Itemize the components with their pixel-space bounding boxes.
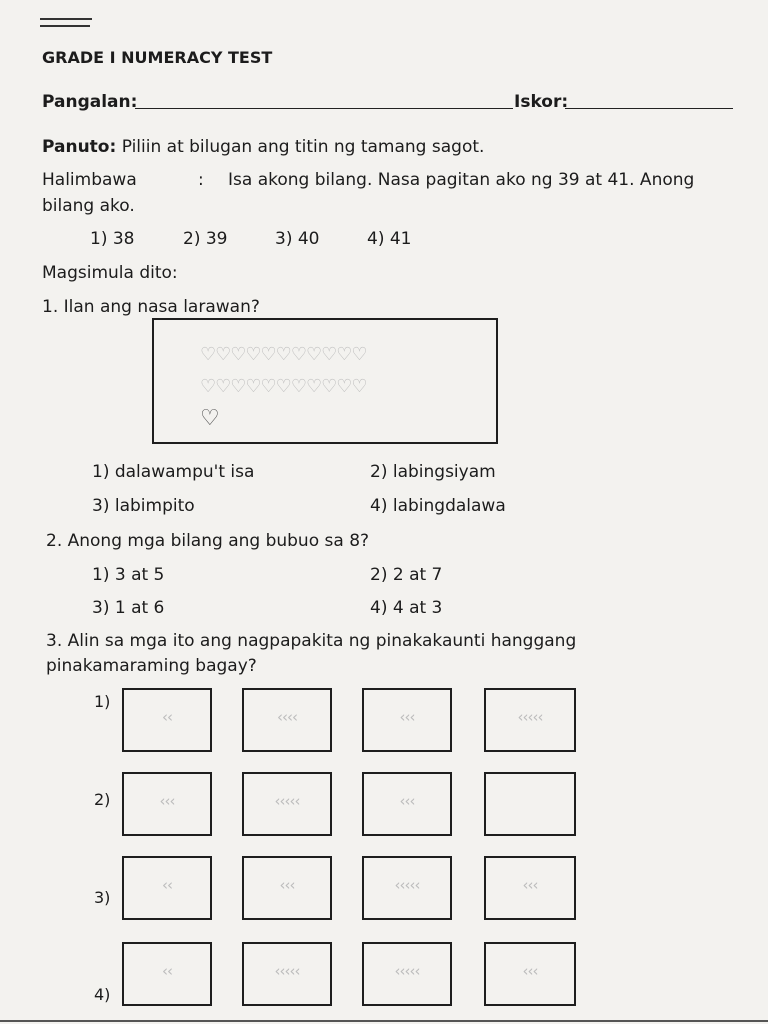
fish-group: ‹‹‹ [399, 708, 415, 726]
fish-group: ‹‹‹‹ [277, 708, 297, 726]
fish-group: ‹‹‹‹‹ [394, 876, 420, 894]
q1-choice-2[interactable]: 2) labingsiyam [370, 462, 496, 482]
q1-choice-4[interactable]: 4) labingdalawa [370, 496, 506, 516]
fish-group: ‹‹‹ [522, 962, 538, 980]
q3-option-1-box-2 [242, 688, 332, 752]
fish-group: ‹‹ [162, 708, 172, 726]
fish-group: ‹‹ [162, 876, 172, 894]
q3-option-1-box-3 [362, 688, 452, 752]
q1-choice-1[interactable]: 1) dalawampu't isa [92, 462, 255, 482]
q1-question: 1. Ilan ang nasa larawan? [42, 297, 260, 317]
q3-option-2-box-1 [122, 772, 212, 836]
q2-choice-4[interactable]: 4) 4 at 3 [370, 598, 443, 618]
name-label: Pangalan: [42, 92, 138, 112]
fish-group: ‹‹‹ [522, 876, 538, 894]
q3-option-2-box-3 [362, 772, 452, 836]
hearts-row-2: ♡♡♡♡♡♡♡♡♡♡♡ [200, 376, 367, 397]
fish-group: ‹‹‹‹‹ [394, 962, 420, 980]
q3-option-4-box-1 [122, 942, 212, 1006]
instructions-label: Panuto: [42, 137, 117, 157]
example-colon: : [198, 170, 204, 190]
q3-option-3-box-1 [122, 856, 212, 920]
instructions-text: Piliin at bilugan ang titin ng tamang sagot. [121, 137, 485, 157]
start-label: Magsimula dito: [42, 263, 178, 283]
example-text-line1: Isa akong bilang. Nasa pagitan ako ng 39 at 41. Anong [228, 170, 695, 190]
q3-option-3-box-4 [484, 856, 576, 920]
q3-option-label-4[interactable]: 4) [94, 985, 111, 1004]
name-field[interactable] [135, 94, 513, 114]
page-title: GRADE I NUMERACY TEST [42, 48, 273, 67]
q2-choice-3[interactable]: 3) 1 at 6 [92, 598, 165, 618]
q3-option-4-box-3 [362, 942, 452, 1006]
q2-choice-2[interactable]: 2) 2 at 7 [370, 565, 443, 585]
fish-group: ‹‹‹‹‹ [274, 792, 300, 810]
example-choice-3[interactable]: 3) 40 [275, 229, 320, 249]
q3-option-1-box-1 [122, 688, 212, 752]
q3-option-4-box-4 [484, 942, 576, 1006]
example-choice-2[interactable]: 2) 39 [183, 229, 228, 249]
fish-group: ‹‹ [162, 962, 172, 980]
q3-question-line2: pinakamaraming bagay? [46, 656, 257, 676]
fish-group: ‹‹‹ [279, 876, 295, 894]
q1-picture [152, 318, 498, 444]
q2-question: 2. Anong mga bilang ang bubuo sa 8? [46, 531, 370, 551]
q3-option-label-3[interactable]: 3) [94, 888, 111, 907]
q1-choice-3[interactable]: 3) labimpito [92, 496, 195, 516]
bottom-rule [0, 1020, 768, 1022]
scan-marks [40, 18, 92, 32]
score-label: Iskor: [514, 92, 569, 112]
q2-choice-1[interactable]: 1) 3 at 5 [92, 565, 165, 585]
fish-group: ‹‹‹ [399, 792, 415, 810]
fish-group: ‹‹‹ [159, 792, 175, 810]
q3-option-4-box-2 [242, 942, 332, 1006]
q3-option-1-box-4 [484, 688, 576, 752]
q3-question-line1: 3. Alin sa mga ito ang nagpapakita ng pinakakaunti hanggang [46, 631, 577, 651]
q3-option-label-1[interactable]: 1) [94, 692, 111, 711]
fish-group: ‹‹‹‹‹ [517, 708, 543, 726]
hearts-row-1: ♡♡♡♡♡♡♡♡♡♡♡ [200, 344, 367, 365]
heart-single: ♡ [200, 406, 220, 431]
fish-group: ‹‹‹‹‹ [274, 962, 300, 980]
score-field[interactable] [565, 94, 733, 114]
q3-option-3-box-3 [362, 856, 452, 920]
q3-option-2-box-4 [484, 772, 576, 836]
q3-option-label-2[interactable]: 2) [94, 790, 111, 809]
instructions [42, 137, 484, 157]
q3-option-2-box-2 [242, 772, 332, 836]
example-choice-1[interactable]: 1) 38 [90, 229, 135, 249]
example-label: Halimbawa [42, 170, 137, 190]
example-text-line2: bilang ako. [42, 196, 135, 216]
example-choice-4[interactable]: 4) 41 [367, 229, 412, 249]
q3-option-3-box-2 [242, 856, 332, 920]
